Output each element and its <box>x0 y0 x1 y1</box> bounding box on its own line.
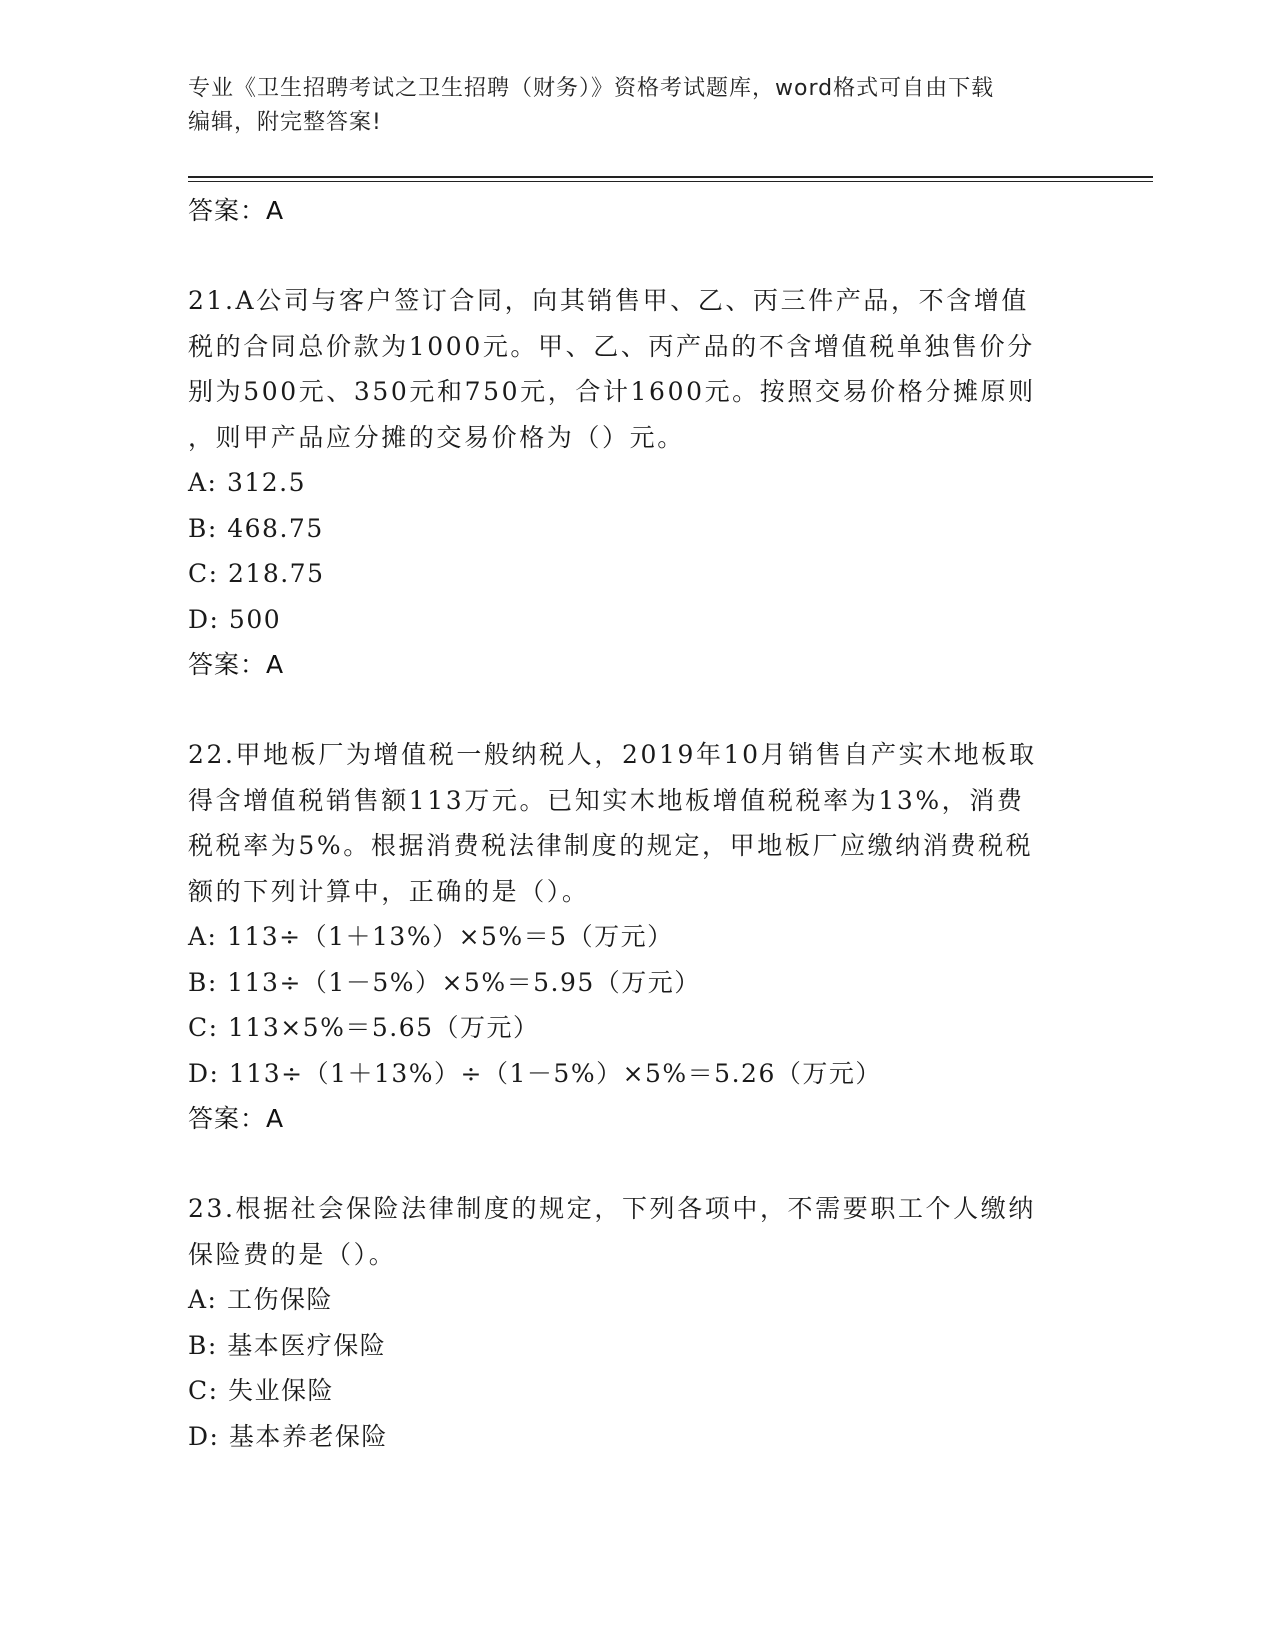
option-key: D: <box>188 1058 220 1088</box>
option-text: 113×5%＝5.65（万元） <box>228 1013 540 1042</box>
option-d <box>188 1414 1088 1460</box>
spacer <box>188 1142 1088 1186</box>
question-22 <box>188 732 1088 1142</box>
option-c <box>188 551 1088 597</box>
option-text: 失业保险 <box>228 1376 335 1405</box>
stem-line: ，则甲产品应分摊的交易价格为（）元。 <box>188 422 685 452</box>
option-c <box>188 1005 1088 1051</box>
option-text: 基本养老保险 <box>228 1421 388 1451</box>
stem-line: 23.根据社会保险法律制度的规定，下列各项中，不需要职工个人缴纳 <box>188 1194 1036 1223</box>
header-line-2: 编辑，附完整答案! <box>188 110 382 135</box>
stem-line: 21.A公司与客户签订合同，向其销售甲、乙、丙三件产品，不含增值 <box>188 286 1030 315</box>
stem-line: 得含增值税销售额113万元。已知实木地板增值税税率为13%，消费 <box>188 785 1025 815</box>
stem-line: 22.甲地板厂为增值税一般纳税人，2019年10月销售自产实木地板取 <box>188 740 1037 769</box>
document-header <box>188 72 1088 140</box>
option-key: C: <box>188 559 219 588</box>
option-text: 500 <box>228 604 282 634</box>
option-d <box>188 1051 1088 1097</box>
option-text: 312.5 <box>226 468 307 497</box>
option-key: D: <box>188 604 220 634</box>
option-key: B: <box>188 1330 218 1360</box>
option-b <box>188 960 1088 1006</box>
option-text: 基本医疗保险 <box>227 1330 387 1360</box>
header-rule-thick <box>188 176 1153 178</box>
option-key: C: <box>188 1013 219 1042</box>
header-line-1: 专业《卫生招聘考试之卫生招聘（财务）》资格考试题库，word格式可自由下载 <box>188 76 995 101</box>
option-a <box>188 1277 1088 1323</box>
stem-line: 额的下列计算中，正确的是（）。 <box>188 876 590 906</box>
stem-line: 税税率为5%。根据消费税法律制度的规定，甲地板厂应缴纳消费税税 <box>188 831 1034 860</box>
option-key: C: <box>188 1376 219 1405</box>
question-stem <box>188 732 1088 914</box>
option-b <box>188 506 1088 552</box>
previous-answer: 答案：A <box>188 196 285 225</box>
spacer <box>188 234 1088 278</box>
option-c <box>188 1368 1088 1414</box>
option-a <box>188 914 1088 960</box>
option-key: A: <box>188 468 218 497</box>
option-key: B: <box>188 967 218 997</box>
option-d <box>188 597 1088 643</box>
question-stem <box>188 278 1088 460</box>
question-stem <box>188 1186 1088 1277</box>
option-key: D: <box>188 1421 220 1451</box>
option-text: 113÷（1＋13%）÷（1－5%）×5%＝5.26（万元） <box>228 1058 882 1088</box>
option-b <box>188 1323 1088 1369</box>
stem-line: 别为500元、350元和750元，合计1600元。按照交易价格分摊原则 <box>188 377 1036 406</box>
option-text: 468.75 <box>227 513 324 543</box>
option-key: A: <box>188 922 218 951</box>
header-rule-thin <box>188 181 1153 182</box>
option-text: 113÷（1－5%）×5%＝5.95（万元） <box>227 967 701 997</box>
question-23 <box>188 1186 1088 1459</box>
stem-line: 税的合同总价款为1000元。甲、乙、丙产品的不含增值税单独售价分 <box>188 331 1035 361</box>
option-key: B: <box>188 513 218 543</box>
question-answer: 答案：A <box>188 1104 285 1133</box>
question-answer: 答案：A <box>188 650 285 679</box>
option-key: A: <box>188 1285 218 1314</box>
option-text: 113÷（1＋13%）×5%＝5（万元） <box>226 922 674 951</box>
question-list <box>188 188 1088 1459</box>
stem-line: 保险费的是（）。 <box>188 1239 397 1269</box>
option-text: 218.75 <box>228 559 325 588</box>
option-a <box>188 460 1088 506</box>
spacer <box>188 688 1088 732</box>
question-21 <box>188 278 1088 688</box>
option-text: 工伤保险 <box>226 1285 333 1314</box>
